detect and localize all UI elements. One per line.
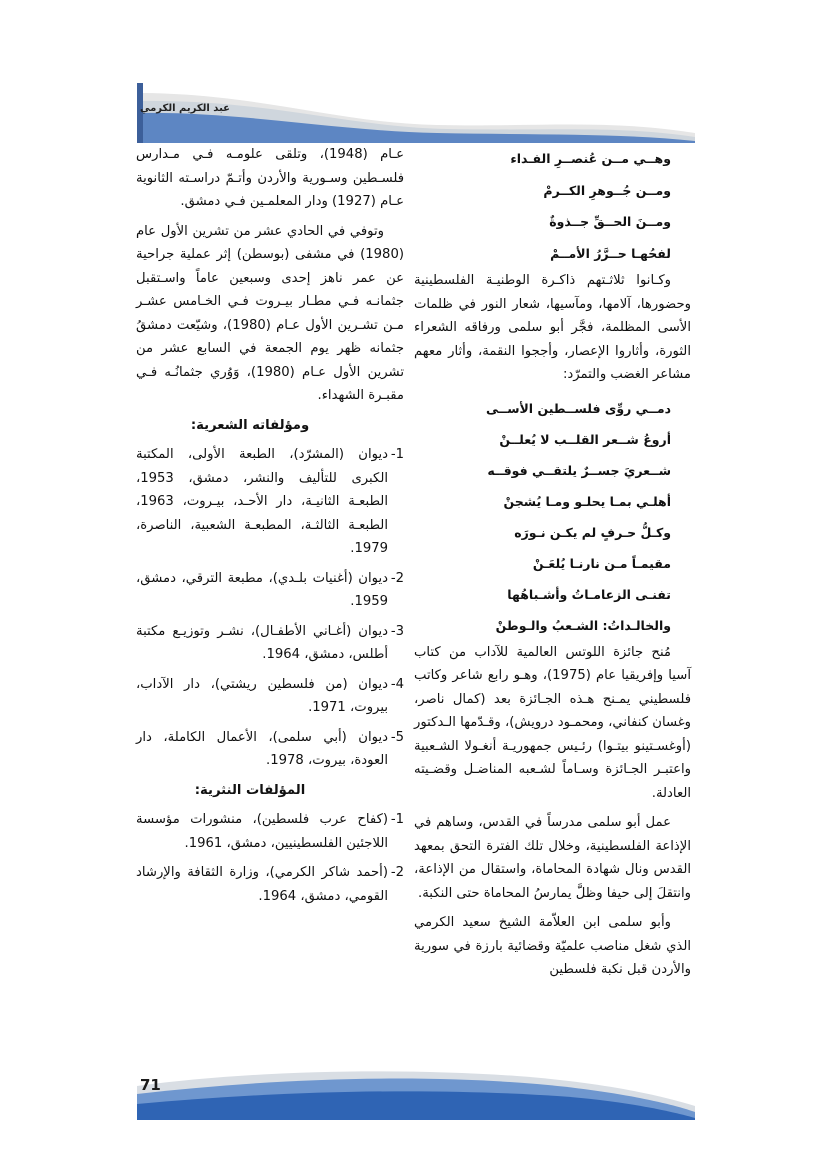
verse-line: ومــنَ الحــقِّ جــذوةٌ [549, 214, 671, 229]
paragraph: عـام (1948)، وتلقى علومـه فـي مـدارس فلسـطين وسـورية والأردن وأتـمّ دراسـته الثانوية عـام (1927) ودار المعلمـين فـي دمشق. [136, 147, 404, 209]
list-number: 2- [390, 865, 404, 880]
list-text: ديوان (أغـاني الأطفـال)، نشـر وتوزيـع مكتبة أطلس، دمشق، 1964. [136, 623, 388, 662]
verse-line: مقيمـاً مـن نارنـا يُلعَـنْ [532, 555, 671, 571]
paragraph: مُنح جائزة اللوتس العالمية للآداب من كتاب آسيا وإفريقيا عام (1975)، وهـو رابع شاعر وكاتب فلسطيني يمـنح هـذه الجـائزة بعد (كمال ناصر، وغسان كنفاني، ومحمـود درويش)، وقـدّمها الـدكتور (أوغسـتينو بيتـوا) رئـيس جمهوريـة أنغـولا الشـعبية واعتبـر الجـائزة وسـاماً لشـعبه المناضـل وقضـيته العادلة. [414, 644, 692, 801]
list-item [136, 726, 404, 773]
paragraph: وكـانوا ثلاثـتهم ذاكـرة الوطنيـة الفلسطينية وحضورها، آلامها، ومآسيها، شعار النور في ظلمات الأسى المظلمة، فجَّر أبو سلمى ورفاقه الشعراء الثورة، وأثاروا الإعصار، وأججوا النقمة، وأثار معهم مشاعر الغضب والتمرّد: [414, 273, 691, 382]
verse-line: وكـلُّ حـرفٍ لم يكـن نـورَه [514, 524, 671, 540]
page-number: 71 [140, 1076, 161, 1094]
paragraph: عمل أبو سلمى مدرساً في القدس، وساهم في الإذاعة الفلسطينية، وخلال تلك الفترة التحق بمعهد القدس ونال شهادة المحاماة، واستقال من الإذاعة، وانتقلَ إلى حيفا وظلَّ يمارسُ المحاماة حتى النكبة. [414, 815, 691, 901]
list-item [136, 567, 404, 614]
verse-line: شــعريَ جســرٌ يلتقــي فوقــه [487, 462, 671, 478]
verse-line: والخالـداتُ: الشـعبُ والـوطنْ [495, 617, 671, 633]
list-number: 4- [390, 676, 404, 692]
list-item [136, 861, 404, 908]
running-header-author: عبد الكريم الكرمي [140, 103, 230, 114]
footer-wave-decoration [137, 1066, 695, 1120]
verse-line: أروعُ شــعر القلــب لا يُعلــنْ [499, 431, 671, 447]
footer-band [137, 1066, 695, 1120]
verse-line: لفحُهـا حــرَّرُ الأمــمْ [550, 245, 671, 261]
list-text: ديوان (أبي سلمى)، الأعمال الكاملة، دار العودة، بيروت، 1978. [136, 729, 388, 768]
left-column [136, 143, 404, 914]
poetry-works-title: ومؤلفاته الشعرية: [190, 417, 310, 433]
paragraph: وتوفي في الحادي عشر من تشرين الأول عام (1980) في مشفى (بوسطن) إثر عملية جراحية عن عمر ناهز إحدى وسبعين عاماً واسـتقبل جثمانـه فـي مطـار بيـروت فـي الخـامس عشـر مـن تشـرين الأول عـام (1980)، وشيّعت دمشقُ جثمانه ظهر يوم الجمعة في السابع عشر من تشرين الأول عـام (1980)، وَوُري جثمانُـه فـي مقبـرة الشهداء. [136, 223, 404, 403]
list-item [136, 443, 404, 561]
verse-block-2 [414, 393, 691, 641]
list-number: 2- [390, 570, 404, 586]
list-number: 5- [390, 729, 404, 745]
list-text: ديوان (المشرّد)، الطبعة الأولى، المكتبة الكبرى للتأليف والنشر، دمشق، 1953، الطبعـة الثانيـة، دار الأحـد، بيـروت، 1963، الطبعـة الثالثـة، المطبعـة الشعبية، الناصرة، 1979. [136, 447, 388, 556]
verse-line: وهــي مــن عُنصــرِ الفـداء [510, 151, 671, 166]
list-number: 1- [390, 447, 404, 462]
right-column [414, 143, 691, 988]
prose-works-list [136, 808, 404, 908]
verse-line: دمــي روِّى فلســطين الأســى [486, 400, 671, 416]
list-item [136, 808, 404, 855]
verse-block-1 [414, 143, 691, 269]
list-text: (كفاح عرب فلسطين)، منشورات مؤسسة اللاجئين الفلسطينيين، دمشق، 1961. [136, 812, 388, 851]
list-number: 3- [390, 623, 404, 639]
verse-line: أهلـي بمـا يحلـو ومـا يُشجنْ [503, 493, 671, 509]
list-item [136, 620, 404, 667]
list-item [136, 673, 404, 720]
list-text: (أحمد شاكر الكرمي)، وزارة الثقافة والإرشاد القومي، دمشق، 1964. [136, 865, 388, 904]
prose-works-title: المؤلفات النثرية: [194, 782, 306, 798]
poetry-works-list [136, 443, 404, 773]
list-number: 1- [390, 812, 404, 827]
paragraph: وأبو سلمى ابن العلاّمة الشيخ سعيد الكرمي الذي شغل مناصب علميّة وقضائية بارزة في سورية والأردن قبل نكبة فلسطين [414, 915, 691, 977]
list-text: ديوان (أغنيات بلـدي)، مطبعة الترقي، دمشق، 1959. [136, 570, 388, 609]
verse-line: تفنـى الزعامـاتُ وأشـباهُها [507, 586, 671, 602]
list-text: ديوان (من فلسطين ريشتي)، دار الآداب، بيروت، 1971. [136, 676, 388, 715]
verse-line: ومــن جُــوهرِ الكــرمْ [543, 182, 671, 198]
